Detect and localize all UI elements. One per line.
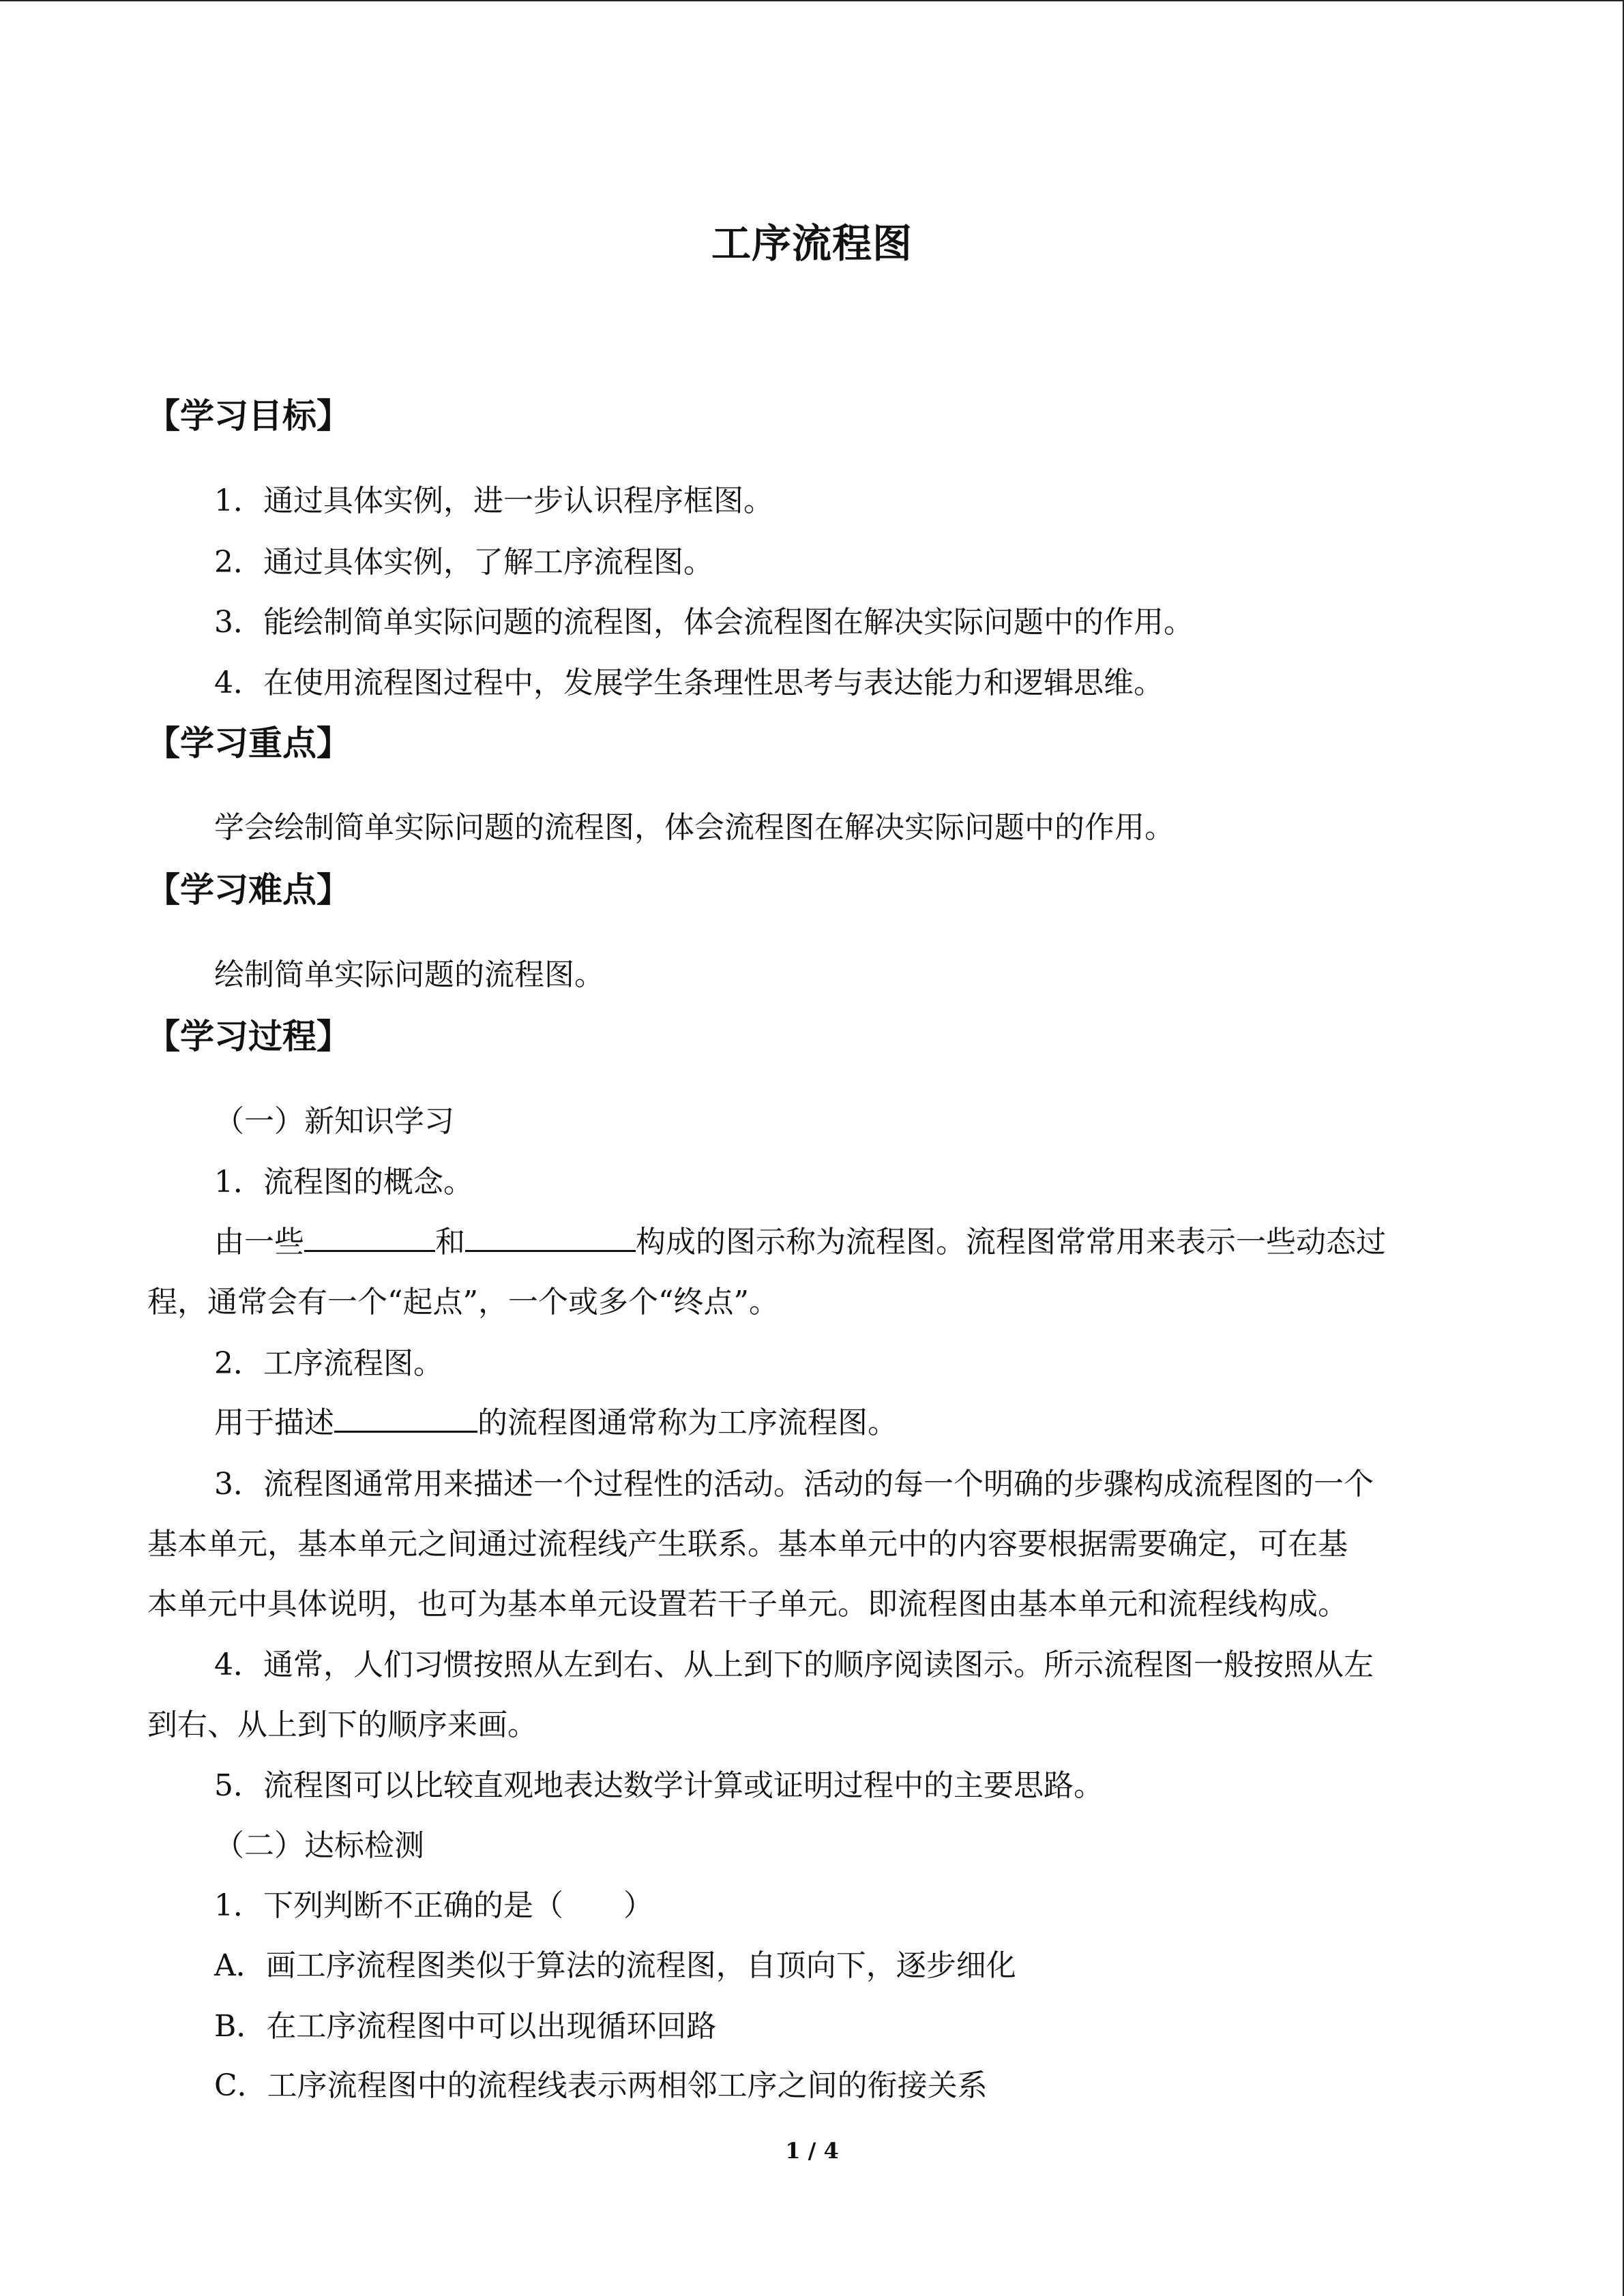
goal-item-2: 2．通过具体实例，了解工序流程图。 <box>214 545 713 580</box>
option-a: A．画工序流程图类似于算法的流程图，自顶向下，逐步细化 <box>214 1948 1016 1983</box>
point-4-line-1: 4．通常，人们习惯按照从左到右、从上到下的顺序阅读图示。所示流程图一般按照从左 <box>214 1648 1374 1682</box>
difficulties-text: 绘制简单实际问题的流程图。 <box>214 957 604 992</box>
part2-title: （二）达标检测 <box>214 1828 424 1863</box>
page-number: 1 / 4 <box>785 2138 839 2164</box>
point-3-line-2: 基本单元，基本单元之间通过流程线产生联系。基本单元中的内容要根据需要确定，可在基 <box>147 1527 1348 1562</box>
heading-key-points: 【学习重点】 <box>146 724 351 763</box>
fill-blank-1[interactable] <box>304 1227 435 1252</box>
question-1: 1．下列判断不正确的是（ ） <box>214 1888 653 1923</box>
goal-item-1: 1．通过具体实例，进一步认识程序框图。 <box>214 483 773 518</box>
concept-text-c: 构成的图示称为流程图。流程图常常用来表示一些动态过 <box>636 1225 1386 1259</box>
goal-item-4: 4．在使用流程图过程中，发展学生条理性思考与表达能力和逻辑思维。 <box>214 666 1164 700</box>
concept-title: 1．流程图的概念。 <box>214 1165 473 1199</box>
concept-text-b: 和 <box>435 1225 465 1259</box>
process-text-b: 的流程图通常称为工序流程图。 <box>477 1405 898 1440</box>
process-text-a: 用于描述 <box>214 1405 334 1440</box>
point-3-line-1: 3．流程图通常用来描述一个过程性的活动。活动的每一个明确的步骤构成流程图的一个 <box>214 1467 1374 1502</box>
process-chart-title: 2．工序流程图。 <box>214 1346 443 1381</box>
heading-learning-goals: 【学习目标】 <box>146 396 351 436</box>
option-c: C．工序流程图中的流程线表示两相邻工序之间的衔接关系 <box>214 2068 988 2103</box>
process-sentence <box>214 1398 898 1442</box>
key-points-text: 学会绘制简单实际问题的流程图，体会流程图在解决实际问题中的作用。 <box>214 810 1175 845</box>
part1-title: （一）新知识学习 <box>214 1104 454 1139</box>
concept-text-a: 由一些 <box>214 1225 304 1259</box>
point-5: 5．流程图可以比较直观地表达数学计算或证明过程中的主要思路。 <box>214 1768 1104 1803</box>
concept-line-2: 程，通常会有一个“起点”，一个或多个“终点”。 <box>147 1285 779 1320</box>
point-3-line-3: 本单元中具体说明，也可为基本单元设置若干子单元。即流程图由基本单元和流程线构成。 <box>147 1587 1348 1622</box>
heading-learning-process: 【学习过程】 <box>146 1017 351 1056</box>
fill-blank-2[interactable] <box>465 1227 636 1252</box>
fill-blank-3[interactable] <box>334 1407 477 1433</box>
goal-item-3: 3．能绘制简单实际问题的流程图，体会流程图在解决实际问题中的作用。 <box>214 605 1194 640</box>
concept-sentence <box>214 1217 1386 1261</box>
document-title: 工序流程图 <box>711 220 913 267</box>
heading-difficulties: 【学习难点】 <box>146 870 351 910</box>
option-b: B．在工序流程图中可以出现循环回路 <box>214 2009 717 2044</box>
point-4-line-2: 到右、从上到下的顺序来画。 <box>147 1708 537 1742</box>
